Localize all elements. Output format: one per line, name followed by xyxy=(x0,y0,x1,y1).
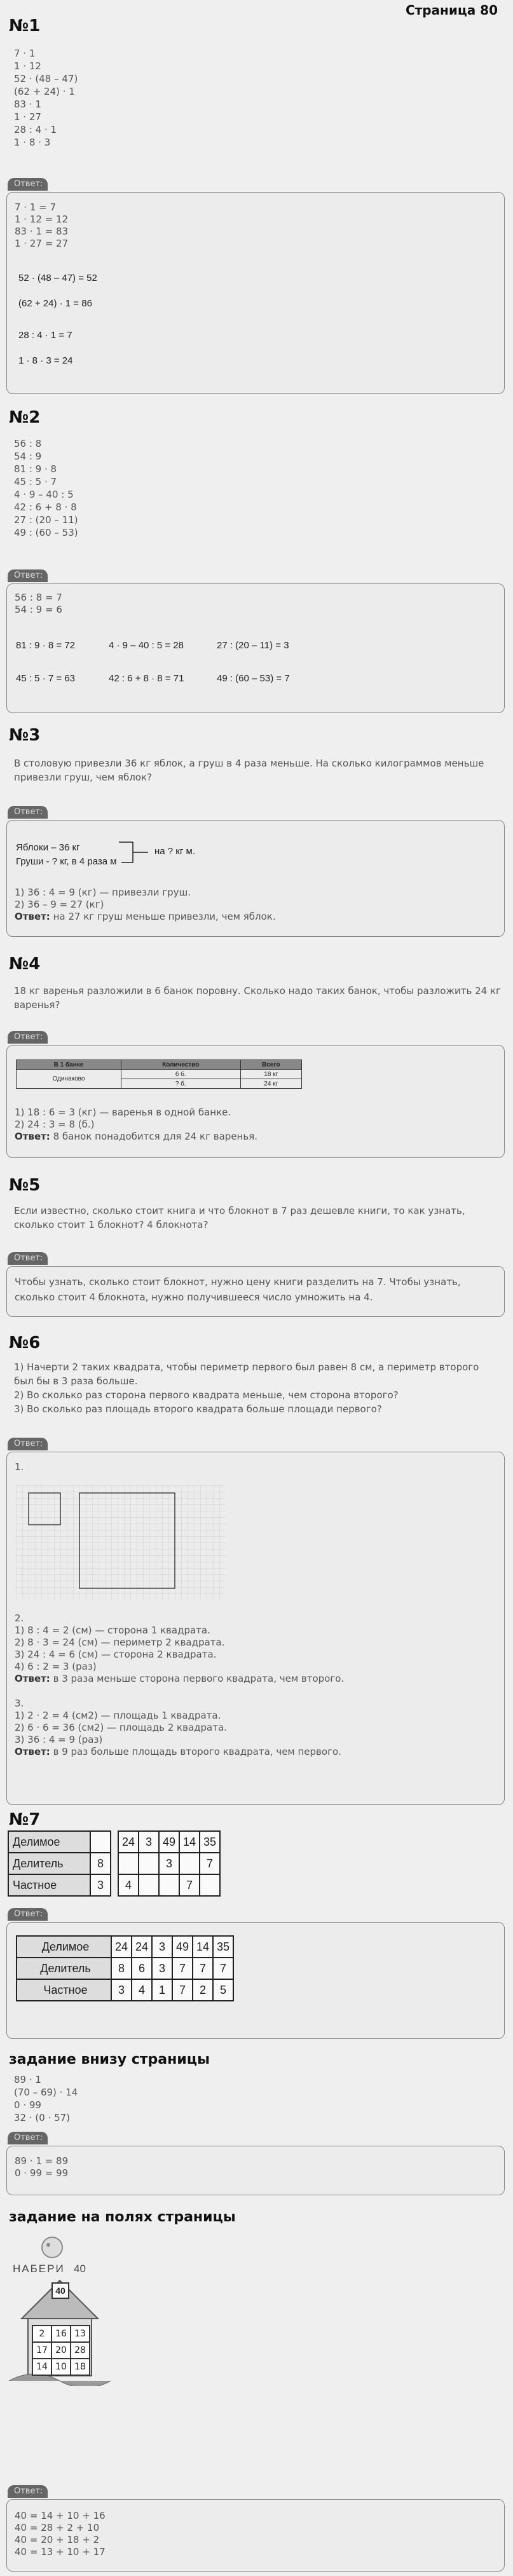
expression: 42 : 6 + 8 · 8 xyxy=(14,501,77,513)
grid-cell: 20 xyxy=(51,2342,71,2359)
bottom-expressions xyxy=(8,2073,506,2124)
answer-line: 3) 36 : 4 = 9 (раз) xyxy=(15,1734,103,1745)
answer-line: 1 · 27 = 27 xyxy=(15,238,69,249)
collect-label: НАБЕРИ xyxy=(13,2263,65,2275)
table-cell[interactable] xyxy=(90,1831,111,1853)
table-cell[interactable] xyxy=(139,1874,159,1896)
answer-line: 2) 6 · 6 = 36 (см2) — площадь 2 квадрата. xyxy=(15,1722,227,1733)
question-line: 2) Во сколько раз сторона первого квадрата меньше, чем сторона второго? xyxy=(14,1389,399,1401)
expression: 32 · (0 · 57) xyxy=(14,2112,71,2123)
table-cell[interactable]: 3 xyxy=(159,1853,179,1874)
table-cell: 24 xyxy=(132,1936,152,1958)
scheme-question: на ? кг м. xyxy=(154,846,195,857)
handwritten-solution: 81 : 9 · 8 = 72 xyxy=(16,640,75,651)
expression: (62 + 24) · 1 xyxy=(14,86,75,97)
task1-expressions xyxy=(8,47,506,149)
table-cell: 8 xyxy=(111,1958,132,1979)
data-table xyxy=(16,1060,302,1089)
table-cell[interactable]: 49 xyxy=(159,1831,179,1853)
answer-line: 89 · 1 = 89 xyxy=(15,2155,69,2167)
scheme-bracket xyxy=(116,838,152,866)
table-cell: 3 xyxy=(111,1979,132,2001)
answer-line: 54 : 9 = 6 xyxy=(15,604,62,615)
task6-answer-box xyxy=(6,1452,505,1805)
answer-final: Ответ: в 3 раза меньше сторона первого квадрата, чем второго. xyxy=(15,1673,345,1684)
expression: 0 · 99 xyxy=(14,2099,41,2111)
page-number: Страница 80 xyxy=(405,3,498,18)
scheme-pears: Груши - ? кг, в 4 раза м xyxy=(16,856,117,867)
table-cell: 5 xyxy=(213,1979,233,2001)
task4-text: 18 кг варенья разложили в 6 банок поровну. Сколько надо таких банок, чтобы разложить 24 кг варенья? xyxy=(14,985,501,1011)
grid-cell: 2 xyxy=(32,2326,51,2342)
table-header: Всего xyxy=(240,1060,301,1070)
bottom-answer-box xyxy=(6,2146,505,2195)
table-cell: ? б. xyxy=(121,1079,240,1089)
table-cell[interactable]: 24 xyxy=(118,1831,139,1853)
expression: 49 : (60 – 53) xyxy=(14,527,78,538)
task2-title: №2 xyxy=(9,408,41,427)
answer-tab[interactable]: Ответ: xyxy=(8,569,48,582)
answer-tab[interactable]: Ответ: xyxy=(8,806,48,819)
expression: 89 · 1 xyxy=(14,2074,41,2085)
handwritten-solution: 28 : 4 · 1 = 7 xyxy=(18,330,72,341)
margins-task-title: задание на полях страницы xyxy=(9,2209,236,2225)
handwritten-solution: 1 · 8 · 3 = 24 xyxy=(18,355,73,366)
answer-line: 1) 2 · 2 = 4 (см2) — площадь 1 квадрата. xyxy=(15,1710,221,1721)
task5-text: Если известно, сколько стоит книга и что блокнот в 7 раз дешевле книги, то как узнать, сколько стоит 1 блокнот? 4 блокнота? xyxy=(14,1205,465,1230)
table-cell: 14 xyxy=(193,1936,213,1958)
answer-line: 56 : 8 = 7 xyxy=(15,592,62,603)
answer-final: Ответ: в 9 раз больше площадь второго квадрата, чем первого. xyxy=(15,1746,341,1757)
task5-title: №5 xyxy=(9,1176,41,1195)
expression: (70 – 69) · 14 xyxy=(14,2087,78,2098)
answer-line: 1) 36 : 4 = 9 (кг) — привезли груш. xyxy=(15,887,191,898)
table-cell: 7 xyxy=(172,1958,193,1979)
table-cell[interactable]: 8 xyxy=(90,1853,111,1874)
table-cell[interactable]: 7 xyxy=(179,1874,200,1896)
answer-line: 2) 24 : 3 = 8 (б.) xyxy=(15,1119,95,1130)
grid-cell: 13 xyxy=(71,2326,90,2342)
scheme-apples: Яблоки – 36 кг xyxy=(16,842,80,853)
expression: 7 · 1 xyxy=(14,48,36,59)
answer-final: Ответ: на 27 кг груш меньше привезли, чем яблок. xyxy=(15,911,276,922)
table-cell: 49 xyxy=(172,1936,193,1958)
answer-tab[interactable]: Ответ: xyxy=(8,1438,48,1450)
answer-final: Ответ: 8 банок понадобится для 24 кг варенья. xyxy=(15,1131,257,1142)
task4-answer-box xyxy=(6,1045,505,1158)
handwritten-solution: 45 : 5 · 7 = 63 xyxy=(16,673,75,684)
expression: 56 : 8 xyxy=(14,438,42,449)
house-top-number: 40 xyxy=(55,2286,65,2296)
answer-tab[interactable]: Ответ: xyxy=(8,178,48,191)
table-header: В 1 банке xyxy=(17,1060,121,1070)
answer-tab[interactable]: Ответ: xyxy=(8,1252,48,1265)
grid-cell: 28 xyxy=(71,2342,90,2359)
table-cell: 3 xyxy=(152,1936,172,1958)
task7-title: №7 xyxy=(9,1810,41,1829)
answer-text: Чтобы узнать, сколько стоит блокнот, нужно цену книги разделить на 7. Чтобы узнать, сколько стоит 4 блокнота, нужно получившееся число умножить на 4. xyxy=(15,1276,461,1303)
grid-cell: 18 xyxy=(71,2359,90,2375)
handwritten-solution: 27 : (20 – 11) = 3 xyxy=(217,640,289,651)
table-cell: 24 кг xyxy=(240,1079,301,1089)
grid-cell: 17 xyxy=(32,2342,51,2359)
table-cell[interactable]: 4 xyxy=(118,1874,139,1896)
answer-tab[interactable]: Ответ: xyxy=(8,1908,48,1921)
table-cell: 24 xyxy=(111,1936,132,1958)
task3-title: №3 xyxy=(9,726,41,745)
task1-answer-box xyxy=(6,192,505,394)
handwritten-solution: 49 : (60 – 53) = 7 xyxy=(217,673,290,684)
row-label: Делитель xyxy=(8,1853,90,1874)
answer-tab[interactable]: Ответ: xyxy=(8,2132,48,2144)
part-label: 1. xyxy=(15,1461,24,1473)
table-cell[interactable] xyxy=(139,1853,159,1874)
table-header: Количество xyxy=(121,1060,240,1070)
table-cell[interactable]: 3 xyxy=(90,1874,111,1896)
task7-answer-box xyxy=(6,1922,505,2039)
house-puzzle-illustration xyxy=(9,2233,111,2386)
table-cell: Одинаково xyxy=(17,1070,121,1089)
handwritten-solution: (62 + 24) · 1 = 86 xyxy=(18,298,92,309)
expression: 52 · (48 – 47) xyxy=(14,73,78,85)
handwritten-solution: 52 · (48 – 47) = 52 xyxy=(18,273,97,283)
answer-line: 0 · 99 = 99 xyxy=(15,2167,69,2179)
row-label: Делимое xyxy=(8,1831,90,1853)
table-cell: 18 кг xyxy=(240,1070,301,1079)
answer-line: 2) 8 · 3 = 24 (см) — периметр 2 квадрата. xyxy=(15,1637,225,1648)
row-label: Делитель xyxy=(17,1958,111,1979)
division-table-answer xyxy=(16,1935,234,2001)
expression: 83 · 1 xyxy=(14,99,41,110)
table-cell: 3 xyxy=(152,1958,172,1979)
answer-line: 83 · 1 = 83 xyxy=(15,226,69,237)
expression: 81 : 9 · 8 xyxy=(14,463,57,475)
question-line: 3) Во сколько раз площадь второго квадрата больше площади первого? xyxy=(14,1403,382,1415)
expression: 1 · 12 xyxy=(14,60,41,72)
table-cell[interactable] xyxy=(159,1874,179,1896)
grid-cell: 10 xyxy=(51,2359,71,2375)
answer-line: 40 = 28 + 2 + 10 xyxy=(15,2522,100,2533)
table-cell: 7 xyxy=(193,1958,213,1979)
task3-answer-box xyxy=(6,820,505,937)
expression: 28 : 4 · 1 xyxy=(14,124,57,135)
answer-line: 40 = 20 + 18 + 2 xyxy=(15,2534,100,2545)
answer-tab[interactable]: Ответ: xyxy=(8,1031,48,1044)
house-number-grid xyxy=(32,2325,90,2376)
margins-answer-box xyxy=(6,2499,505,2572)
handwritten-solution: 4 · 9 – 40 : 5 = 28 xyxy=(109,640,184,651)
table-cell: 2 xyxy=(193,1979,213,2001)
table-cell: 1 xyxy=(152,1979,172,2001)
table-cell: 7 xyxy=(172,1979,193,2001)
table-cell: 4 xyxy=(132,1979,152,2001)
task3-text: В столовую привезли 36 кг яблок, а груш в 4 раза меньше. На сколько килограммов меньше привезли груш, чем яблок? xyxy=(14,758,484,783)
table-cell: 35 xyxy=(213,1936,233,1958)
task6-questions xyxy=(8,1360,497,1416)
part-label: 2. xyxy=(15,1612,24,1624)
task2-expressions xyxy=(8,437,506,539)
division-table xyxy=(8,1830,221,1897)
table-cell: 6 б. xyxy=(121,1070,240,1079)
answer-line: 3) 24 : 4 = 6 (см) — сторона 2 квадрата. xyxy=(15,1649,217,1660)
grid-cell: 16 xyxy=(51,2326,71,2342)
expression: 54 : 9 xyxy=(14,451,42,462)
table-cell[interactable]: 35 xyxy=(200,1831,220,1853)
expression: 4 · 9 – 40 : 5 xyxy=(14,489,74,500)
answer-line: 1) 8 : 4 = 2 (см) — сторона 1 квадрата. xyxy=(15,1625,210,1636)
table-cell: 6 xyxy=(132,1958,152,1979)
row-label: Частное xyxy=(8,1874,90,1896)
table-cell[interactable]: 14 xyxy=(179,1831,200,1853)
expression: 45 : 5 · 7 xyxy=(14,476,57,487)
answer-line: 2) 36 – 9 = 27 (кг) xyxy=(15,899,104,910)
answer-line: 1) 18 : 6 = 3 (кг) — варенья в одной банке. xyxy=(15,1107,231,1118)
answer-line: 1 · 12 = 12 xyxy=(15,214,69,225)
handwritten-solution: 42 : 6 + 8 · 8 = 71 xyxy=(109,673,184,684)
expression: 1 · 27 xyxy=(14,111,41,123)
answer-tab[interactable]: Ответ: xyxy=(8,2485,48,2498)
table-cell[interactable] xyxy=(179,1853,200,1874)
answer-line: 40 = 14 + 10 + 16 xyxy=(15,2510,106,2521)
answer-line: 4) 6 : 2 = 3 (раз) xyxy=(15,1661,97,1672)
expression: 1 · 8 · 3 xyxy=(14,137,51,148)
task1-title: №1 xyxy=(9,17,41,36)
squares-drawing xyxy=(16,1485,226,1600)
task6-title: №6 xyxy=(9,1333,41,1353)
answer-line: 7 · 1 = 7 xyxy=(15,201,57,213)
expression: 27 : (20 – 11) xyxy=(14,514,78,526)
part-label: 3. xyxy=(15,1698,24,1709)
row-label: Делимое xyxy=(17,1936,111,1958)
task5-answer-box xyxy=(6,1266,505,1317)
task2-answer-box xyxy=(6,583,505,713)
table-cell[interactable]: 7 xyxy=(200,1853,220,1874)
bottom-task-title: задание внизу страницы xyxy=(9,2052,210,2068)
table-cell[interactable] xyxy=(118,1853,139,1874)
table-cell: 7 xyxy=(213,1958,233,1979)
task4-title: №4 xyxy=(9,955,41,974)
table-cell[interactable]: 3 xyxy=(139,1831,159,1853)
table-cell[interactable] xyxy=(200,1874,220,1896)
answer-line: 40 = 13 + 10 + 17 xyxy=(15,2546,106,2558)
collect-target: 40 xyxy=(74,2263,86,2275)
question-line: 1) Начерти 2 таких квадрата, чтобы периметр первого был равен 8 см, а периметр второго был бы в 3 раза больше. xyxy=(14,1361,479,1387)
row-label: Частное xyxy=(17,1979,111,2001)
grid-cell: 14 xyxy=(32,2359,51,2375)
